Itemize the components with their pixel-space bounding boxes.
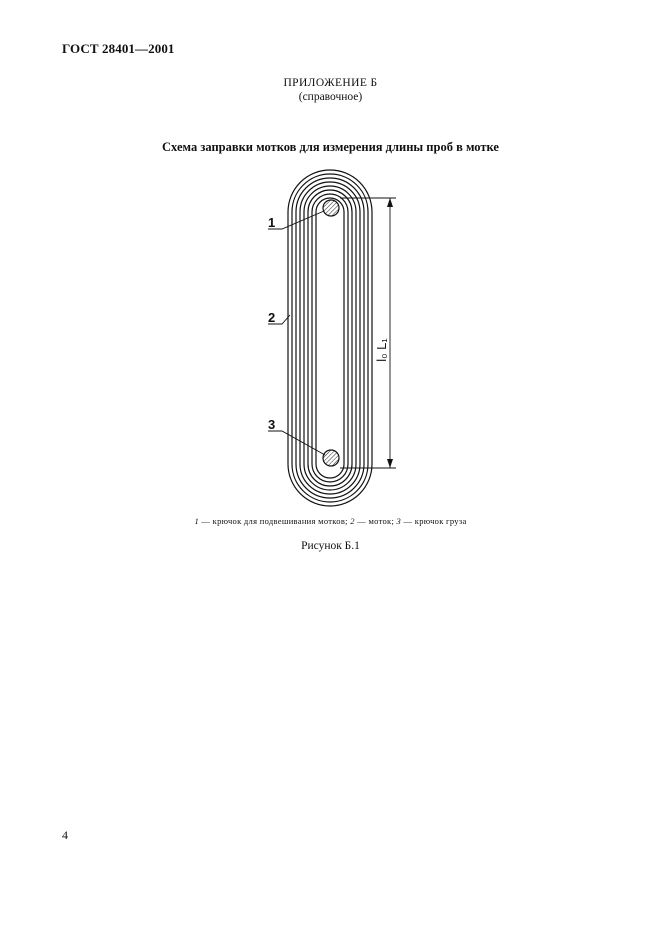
legend-text-1: — крючок для подвешивания мотков;: [199, 516, 351, 526]
hook-top: [323, 200, 339, 216]
standard-number: ГОСТ 28401—2001: [62, 41, 175, 56]
skein-loop: [300, 182, 360, 494]
appendix-title: ПРИЛОЖЕНИЕ Б: [283, 77, 378, 89]
hook-bottom: [323, 450, 339, 466]
figure-legend: [0, 516, 661, 526]
callout-2: 2: [268, 310, 276, 325]
dimension-label: l₀ L₁: [374, 338, 389, 362]
appendix-subtitle: (справочное): [298, 91, 363, 103]
callout-1: 1: [268, 215, 276, 230]
legend-text-3: — крючок груза: [401, 516, 467, 526]
skein-loop: [316, 198, 344, 478]
legend-number-1: 1: [194, 516, 199, 526]
page-number: 4: [62, 828, 68, 842]
skein-loop: [308, 190, 352, 486]
skein-loop: [312, 194, 348, 482]
figure-caption: Рисунок Б.1: [301, 540, 360, 552]
arrowhead-top: [387, 198, 393, 207]
legend-text-2: — моток;: [354, 516, 397, 526]
figure-heading: Схема заправки мотков для измерения длины проб в мотке: [162, 140, 499, 154]
arrowhead-bottom: [387, 459, 393, 468]
legend-number-2: 2: [350, 516, 355, 526]
legend-number-3: 3: [396, 516, 402, 526]
callout-3: 3: [268, 417, 276, 432]
